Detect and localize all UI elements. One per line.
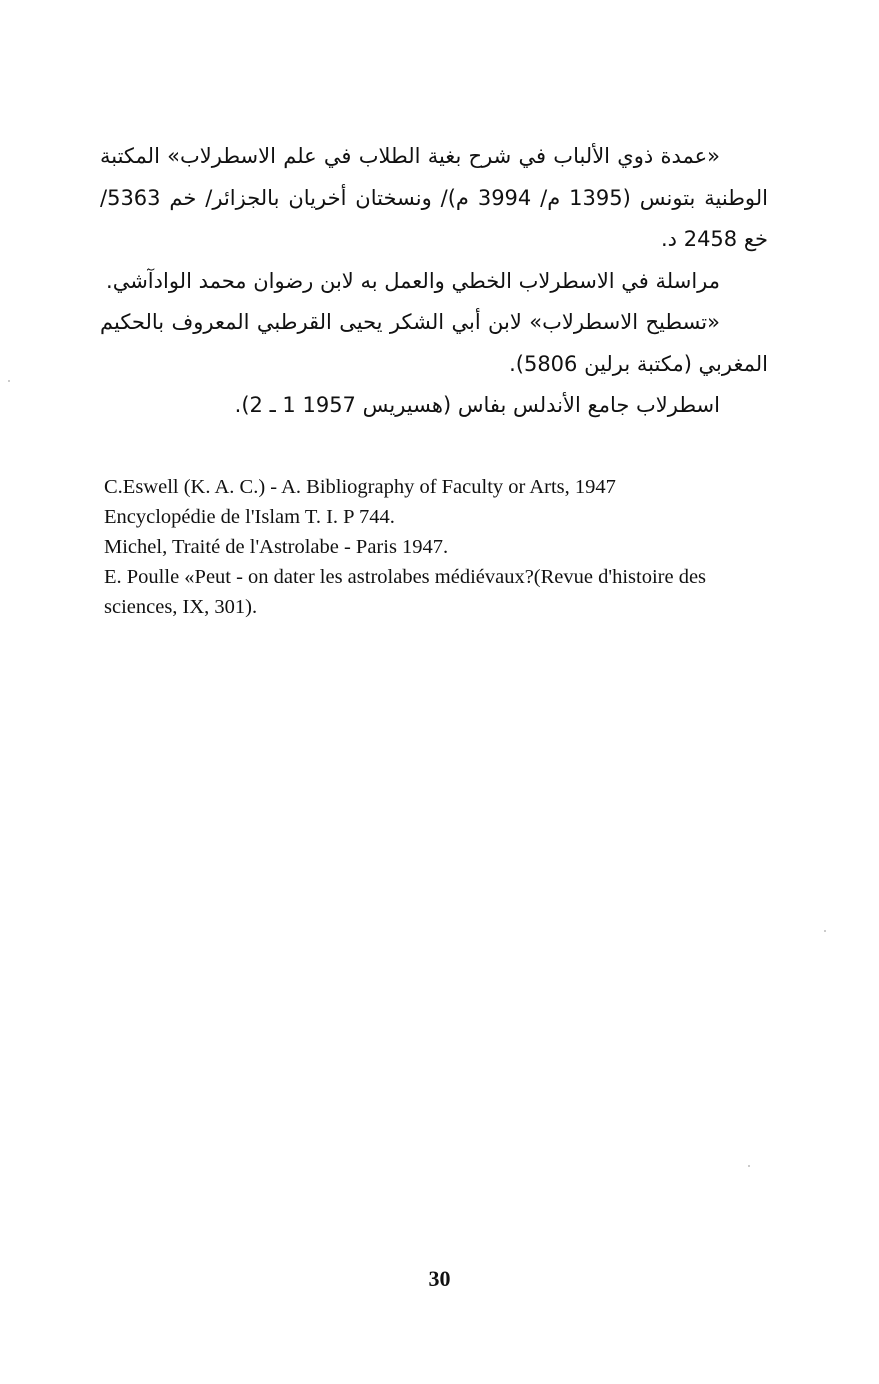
latin-references	[104, 472, 770, 622]
arabic-references	[100, 136, 768, 427]
scan-speck	[824, 930, 826, 932]
arabic-reference-2: مراسلة في الاسطرلاب الخطي والعمل به لابن رضوان محمد الوادآشي.	[106, 268, 720, 293]
latin-reference-3: Michel, Traité de l'Astrolabe - Paris 1947.	[104, 536, 449, 558]
arabic-reference-4: اسطرلاب جامع الأندلس بفاس (هسيريس 1957 1 ـ 2).	[234, 393, 720, 417]
latin-reference-4: E. Poulle «Peut - on dater les astrolabes médiévaux?(Revue d'histoire des sciences, IX, 301).	[104, 566, 707, 618]
page-number: 30	[428, 1266, 451, 1291]
arabic-reference-3: «تسطيح الاسطرلاب» لابن أبي الشكر يحيى القرطبي المعروف بالحكيم المغربي (مكتبة برلين 5806).	[100, 310, 768, 376]
latin-reference-1: C.Eswell (K. A. C.) - A. Bibliography of Faculty or Arts, 1947	[104, 476, 616, 498]
scan-speck	[748, 1165, 750, 1167]
latin-reference-2: Encyclopédie de l'Islam T. I. P 744.	[104, 506, 395, 528]
scan-speck	[8, 380, 10, 382]
arabic-reference-1: «عمدة ذوي الألباب في شرح بغية الطلاب في علم الاسطرلاب» المكتبة الوطنية بتونس (1395 م/ 3994 م)/ ونسختان أخريان بالجزائر/ خم 5363/ خع 2458 د.	[100, 144, 769, 251]
